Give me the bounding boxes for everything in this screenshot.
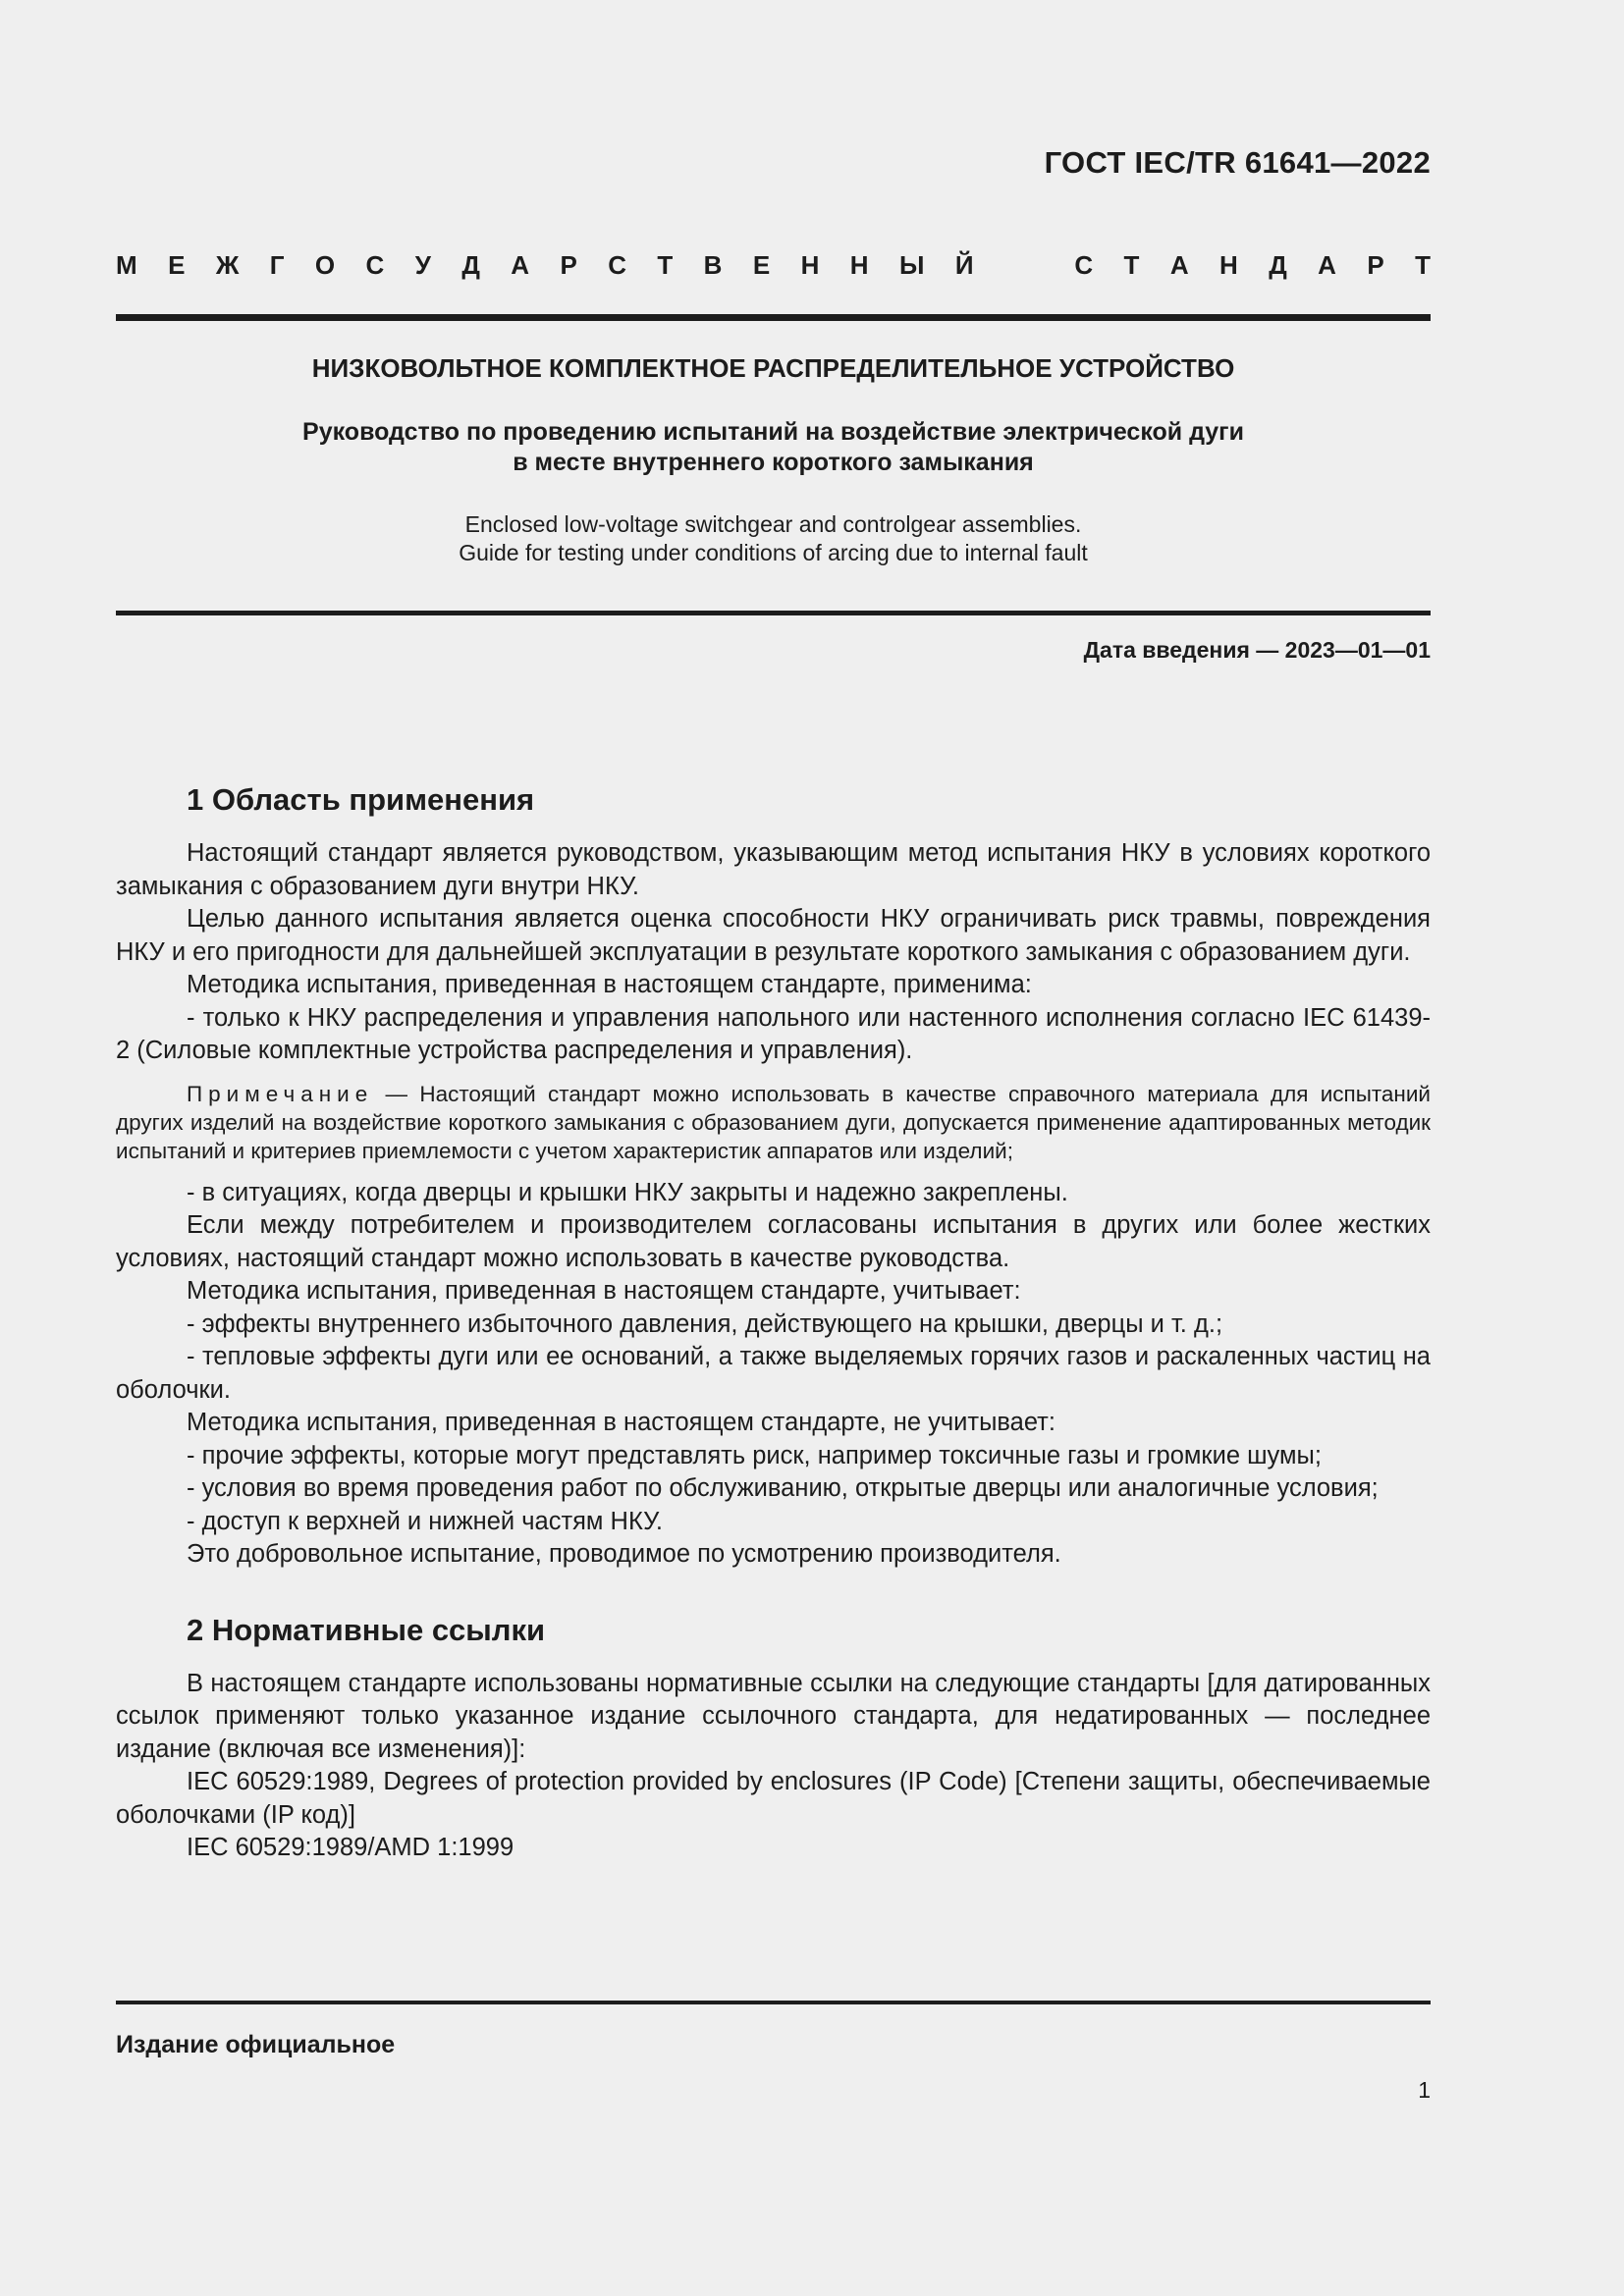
letter: А [1318,250,1336,280]
list-item: - доступ к верхней и нижней частям НКУ. [187,1507,663,1535]
note-text: — Настоящий стандарт можно использовать в качестве справочного материала для испытаний других изделий на воздействие короткого замыкания с образованием дуги, допускается применение адаптированных методик испытаний и критериев приемлемости с учетом характеристик аппаратов или изделий; [116,1081,1431,1163]
letter: Т [1123,250,1140,280]
letter: Д [461,250,480,280]
paragraph: Целью данного испытания является оценка способности НКУ ограничивать риск травмы, повреждения НКУ и его пригодности для дальнейшей эксплуатации в результате короткого замыкания с образованием дуги. [116,905,1431,966]
introduction-date: Дата введения — 2023—01—01 [1083,637,1431,663]
subtitle-line: Руководство по проведению испытаний на воздействие электрической дуги [302,418,1244,446]
paragraph: В настоящем стандарте использованы нормативные ссылки на следующие стандарты [для датированных ссылок применяют только указанное издание ссылочного стандарта, для недатированных — последнее издание (включая все изменения)]: [116,1669,1431,1763]
paragraph: Методика испытания, приведенная в настоящем стандарте, не учитывает: [187,1409,1056,1436]
section-heading: 1 Область применения [187,782,535,817]
letter: Т [1415,250,1431,280]
note-label: Примечание [187,1081,374,1106]
list-item: - прочие эффекты, которые могут представлять риск, например токсичные газы и громкие шумы; [187,1441,1322,1469]
letter: С [1074,250,1094,280]
letter: Н [800,250,820,280]
document-title: НИЗКОВОЛЬТНОЕ КОМПЛЕКТНОЕ РАСПРЕДЕЛИТЕЛЬНОЕ УСТРОЙСТВО [311,353,1235,383]
list-item: - эффекты внутреннего избыточного давления, действующего на крышки, дверцы и т. д.; [187,1309,1223,1338]
paragraph: Если между потребителем и производителем согласованы испытания в других или более жестких условиях, настоящий стандарт можно использовать в качестве руководства. [116,1211,1431,1272]
paragraph: Методика испытания, приведенная в настоящем стандарте, применима: [187,971,1032,998]
letter: Р [560,250,577,280]
letter: А [1169,250,1189,280]
subtitle-line: в месте внутреннего короткого замыкания [513,449,1034,476]
note [116,1080,1431,1165]
letter: Н [849,250,869,280]
reference-item: IEC 60529:1989, Degrees of protection provided by enclosures (IP Code) [Степени защиты, обеспечиваемые оболочками (IP код)] [116,1768,1431,1829]
document-code: ГОСТ IEC/TR 61641—2022 [1044,145,1431,180]
letter: Й [954,250,974,280]
letter: Н [1219,250,1238,280]
reference-item: IEC 60529:1989/AMD 1:1999 [187,1834,514,1861]
page-number: 1 [1418,2077,1431,2103]
header-divider [116,314,1431,321]
letter: Г [269,250,285,280]
letter: О [314,250,336,280]
document-body [116,780,1431,1865]
english-title-line: Enclosed low-voltage switchgear and controlgear assemblies. [464,511,1082,537]
document-subtitle [116,417,1431,478]
letter: Р [1367,250,1384,280]
english-title-line: Guide for testing under conditions of arcing due to internal fault [459,540,1088,565]
letter: А [511,250,530,280]
letter: М [116,250,137,280]
letter: Е [168,250,186,280]
letter: Ы [898,250,925,280]
letter: Д [1269,250,1287,280]
letter: Т [657,250,674,280]
paragraph: Настоящий стандарт является руководством, указывающим метод испытания НКУ в условиях короткого замыкания с образованием дуги внутри НКУ. [116,839,1431,900]
section-gap [116,1572,1431,1611]
paragraph: Это добровольное испытание, проводимое по усмотрению производителя. [187,1540,1061,1568]
english-title [116,510,1431,567]
letter: Ж [215,250,240,280]
letter: В [703,250,723,280]
list-item: - только к НКУ распределения и управления напольного или настенного исполнения согласно IEC 61439-2 (Силовые комплектные устройства распределения и управления). [116,1003,1431,1064]
letter: С [365,250,385,280]
list-item: - в ситуациях, когда дверцы и крышки НКУ закрыты и надежно закреплены. [187,1178,1068,1206]
section-heading: 2 Нормативные ссылки [187,1612,546,1647]
title-divider [116,611,1431,615]
letter: У [414,250,431,280]
letter: Е [752,250,771,280]
footer-divider [116,2001,1431,2004]
letter: С [608,250,626,280]
standard-type-heading [116,250,1431,281]
word-gap [1004,250,1044,281]
document-page [116,0,1431,2296]
list-item: - условия во время проведения работ по обслуживанию, открытые дверцы или аналогичные условия; [187,1474,1379,1502]
list-item: - тепловые эффекты дуги или ее оснований, а также выделяемых горячих газов и раскаленных частиц на оболочки. [116,1343,1431,1404]
paragraph: Методика испытания, приведенная в настоящем стандарте, учитывает: [187,1277,1021,1305]
official-edition-label: Издание официальное [116,2031,396,2058]
